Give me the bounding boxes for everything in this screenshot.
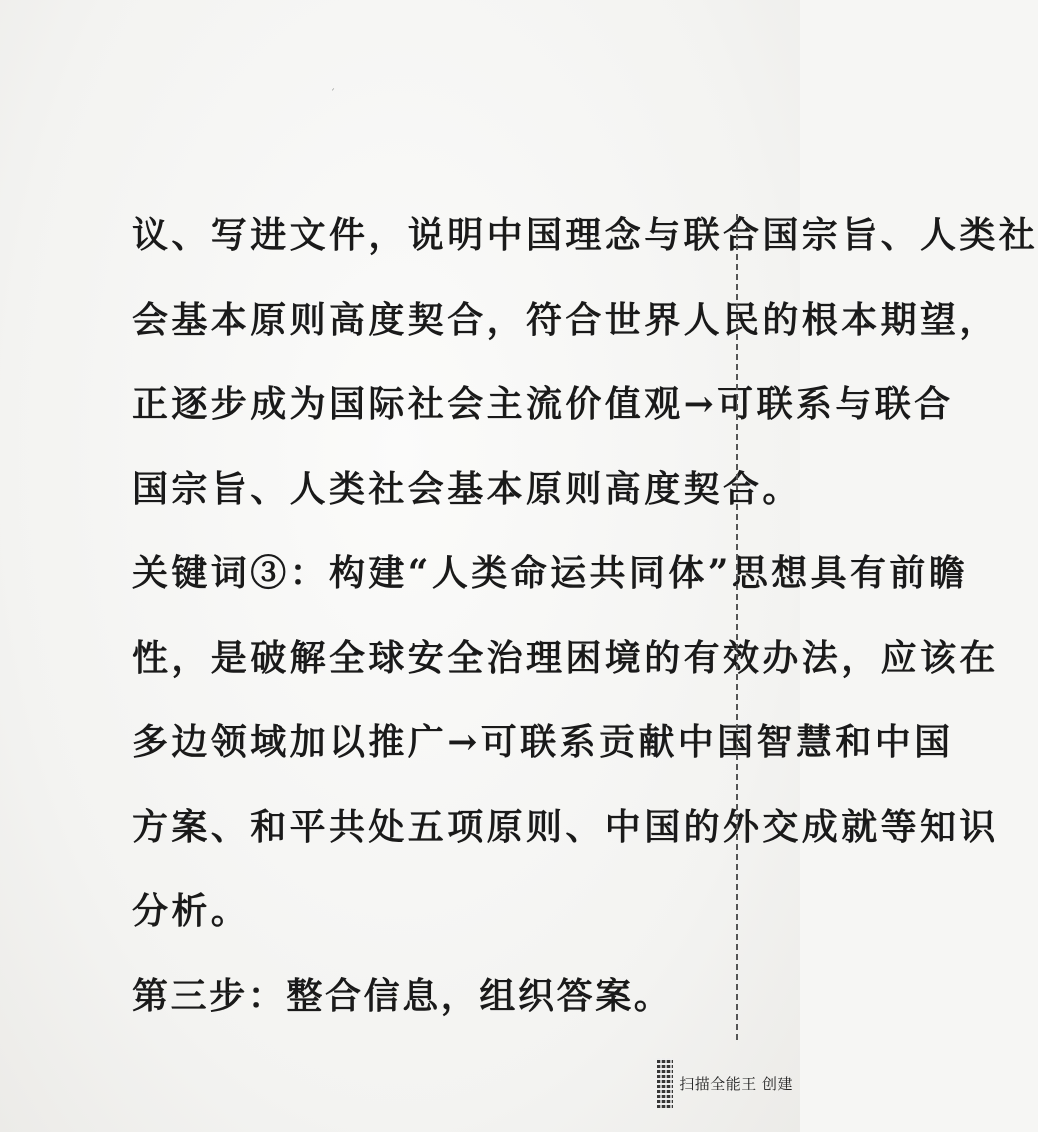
scan-speck: ˊ	[330, 89, 335, 100]
text-line-8: 方案、和平共处五项原则、中国的外交成就等知识	[132, 805, 999, 848]
text-line-2: 会基本原则高度契合，符合世界人民的根本期望，	[132, 298, 999, 341]
text-line-6: 性，是破解全球安全治理困境的有效办法，应该在	[132, 636, 999, 679]
dashed-cut-line	[736, 214, 738, 1040]
qr-code-icon	[657, 1058, 673, 1108]
text-line-1: 议、写进文件，说明中国理念与联合国宗旨、人类社	[132, 214, 1038, 256]
text-line-5: 关键词③：构建“人类命运共同体”思想具有前瞻	[132, 552, 969, 594]
text-line-10: 第三步：整合信息，组织答案。	[132, 974, 673, 1017]
text-line-3: 正逐步成为国际社会主流价值观→可联系与联合	[132, 383, 954, 425]
text-line-9: 分析。	[132, 890, 251, 932]
text-line-4: 国宗旨、人类社会基本原则高度契合。	[132, 467, 802, 510]
body-text	[132, 200, 1038, 1045]
text-line-7: 多边领域加以推广→可联系贡献中国智慧和中国	[132, 721, 954, 763]
scanner-watermark	[657, 1058, 793, 1108]
watermark-label: 扫描全能王 创建	[679, 1074, 793, 1093]
